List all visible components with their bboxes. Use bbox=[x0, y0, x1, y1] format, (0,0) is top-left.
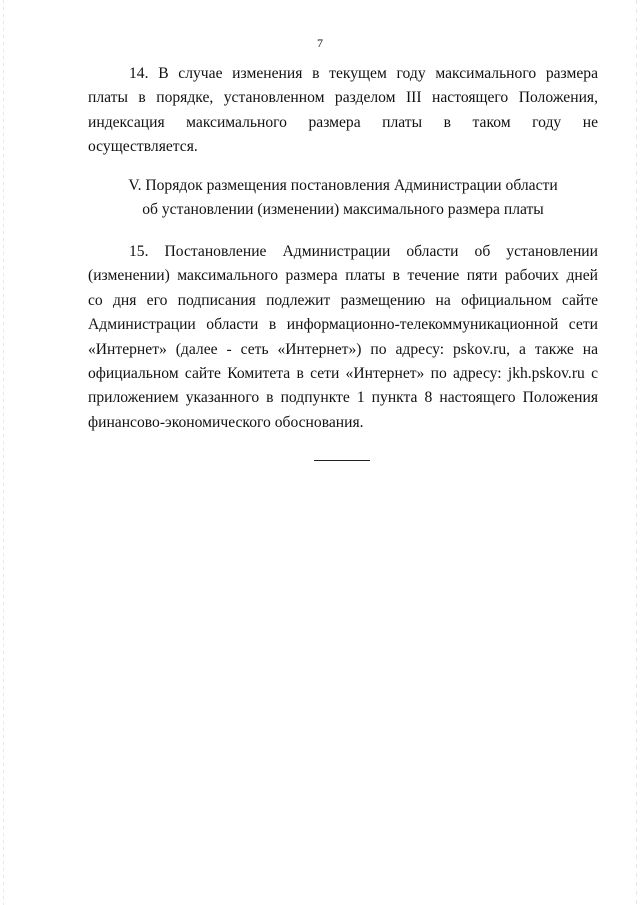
paragraph-line: приложением указанного в подпункте 1 пункта 8 настоящего Положения bbox=[88, 389, 598, 407]
scan-edge-right bbox=[636, 0, 637, 905]
section-heading bbox=[88, 174, 598, 223]
heading-line: об установлении (изменении) максимального размера платы bbox=[142, 201, 544, 219]
paragraph-line: платы в порядке, установленном разделом III настоящего Положения, bbox=[88, 89, 598, 107]
paragraph-14 bbox=[88, 62, 598, 160]
paragraph-line: (изменении) максимального размера платы в течение пяти рабочих дней bbox=[88, 267, 598, 285]
end-of-document-rule bbox=[314, 460, 370, 461]
paragraph-line: индексация максимального размера платы в таком году не bbox=[88, 113, 598, 131]
paragraph-15 bbox=[88, 240, 598, 435]
paragraph-line: финансово-экономического обоснования. bbox=[88, 413, 364, 431]
paragraph-line: 14. В случае изменения в текущем году максимального размера bbox=[129, 65, 598, 82]
scan-edge-left bbox=[3, 0, 4, 905]
paragraph-line: официальном сайте Комитета в сети «Интернет» по адресу: jkh.pskov.ru с bbox=[88, 365, 598, 383]
paragraph-line: со дня его подписания подлежит размещению на официальном сайте bbox=[88, 291, 598, 309]
heading-line: V. Порядок размещения постановления Администрации области bbox=[128, 177, 558, 194]
paragraph-line: Администрации области в информационно-телекоммуникационной сети bbox=[88, 316, 598, 334]
paragraph-line: 15. Постановление Администрации области об установлении bbox=[129, 243, 598, 260]
paragraph-line: «Интернет» (далее - сеть «Интернет») по адресу: pskov.ru, а также на bbox=[88, 340, 598, 358]
page-number: 7 bbox=[317, 36, 323, 50]
paragraph-line: осуществляется. bbox=[88, 138, 198, 156]
